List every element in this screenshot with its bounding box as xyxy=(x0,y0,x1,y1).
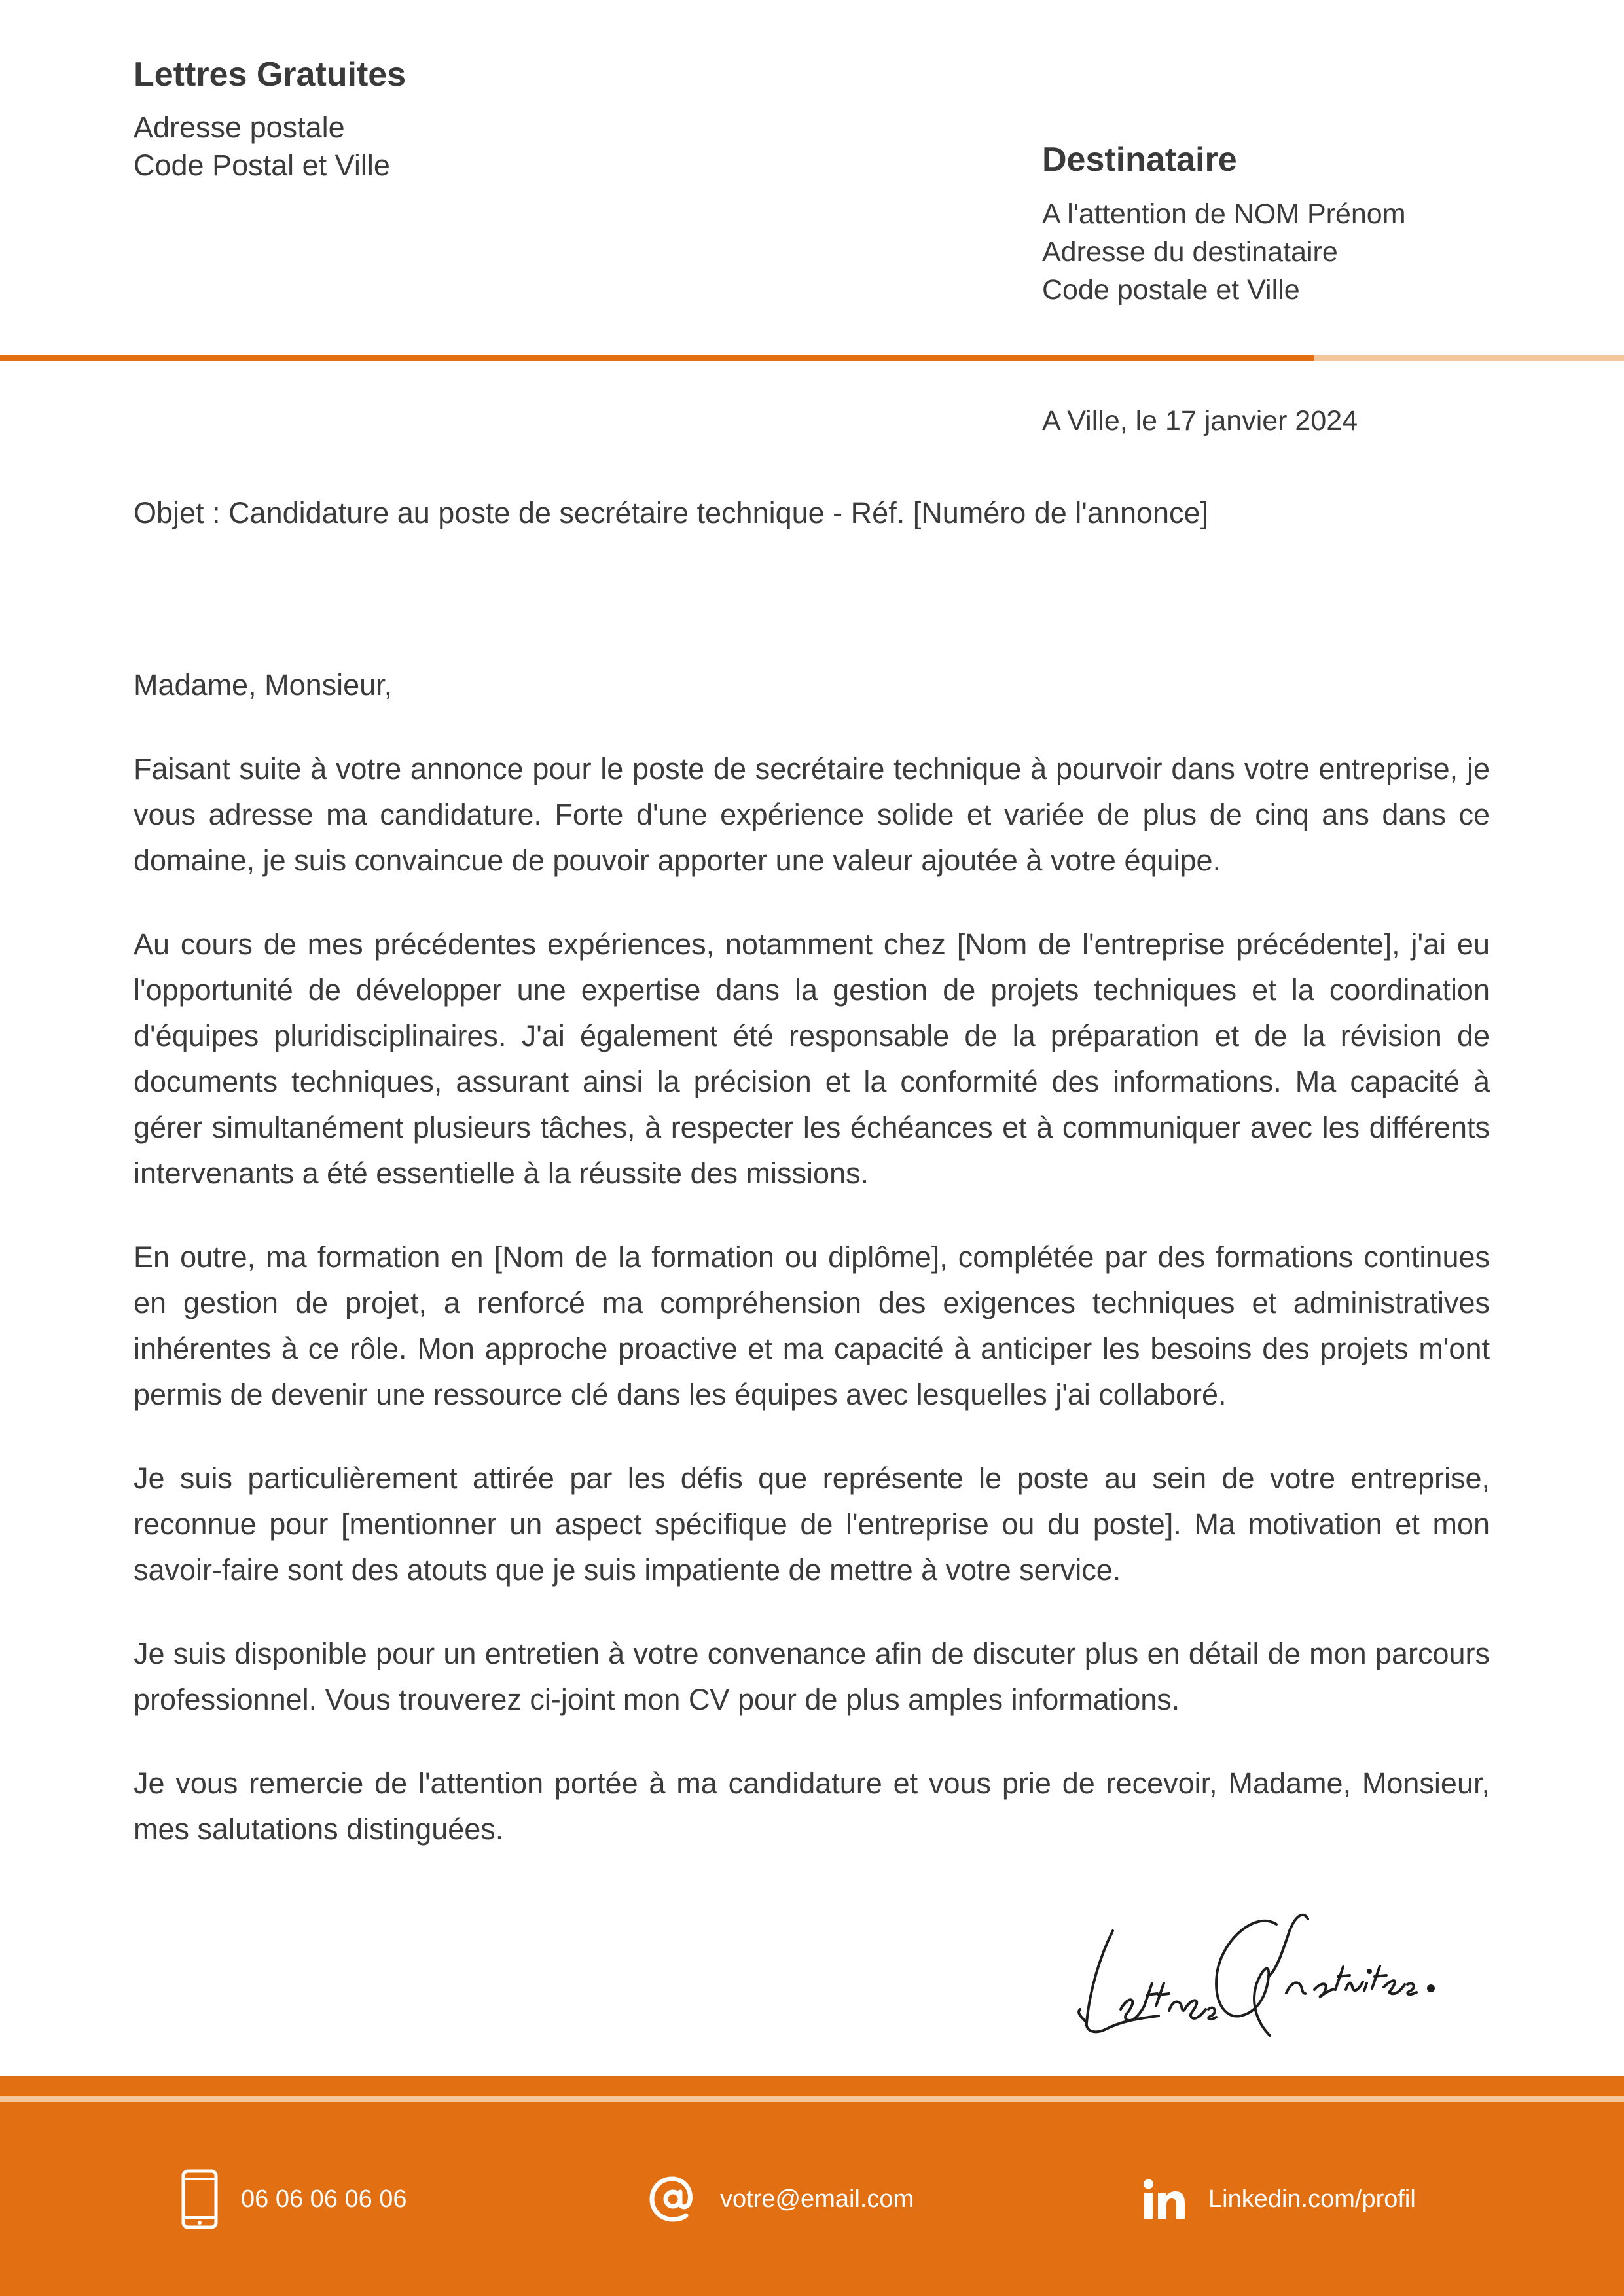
footer-stripe xyxy=(0,2096,1624,2102)
header-divider-accent xyxy=(1314,355,1624,361)
sender-block xyxy=(134,54,723,185)
signature xyxy=(1060,1885,1453,2055)
paragraph-education: En outre, ma formation en [Nom de la formation ou diplôme], complétée par des formations continues en gestion de projet, a renforcé ma compréhension des exigences techniques et administratives inhérentes à ce rôle. Mon approche proactive et ma capacité à anticiper les besoins des projets m'ont permis de devenir une ressource clé dans les équipes avec lesquelles j'ai collaboré. xyxy=(134,1240,1490,1411)
recipient-heading: Destinataire xyxy=(1042,141,1237,179)
recipient-attention: A l'attention de NOM Prénom xyxy=(1042,198,1406,230)
linkedin-icon xyxy=(1143,2178,1186,2220)
linkedin-url: Linkedin.com/profil xyxy=(1208,2185,1416,2213)
contact-email xyxy=(648,2172,914,2227)
paragraph-experience: Au cours de mes précédentes expériences, notamment chez [Nom de l'entreprise précédente], j'ai eu l'opportunité de développer une expertise dans la gestion de projets techniques et la coordination d'équipes pluridisciplinaires. J'ai également été responsable de la préparation et de la révision de documents techniques, assurant ainsi la précision et la conformité des informations. Ma capacité à gérer simultanément plusieurs tâches, à respecter les échéances et à communiquer avec les différents intervenants a été essentielle à la réussite des missions. xyxy=(134,927,1490,1190)
sender-name: Lettres Gratuites xyxy=(134,56,406,94)
paragraph-closing: Je vous remercie de l'attention portée à ma candidature et vous prie de recevoir, Madame, Monsieur, mes salutations distinguées. xyxy=(134,1767,1490,1846)
phone-number: 06 06 06 06 06 xyxy=(241,2185,407,2213)
contact-phone xyxy=(181,2172,407,2227)
email-address: votre@email.com xyxy=(720,2185,914,2213)
letter-subject: Objet : Candidature au poste de secrétaire technique - Réf. [Numéro de l'annonce] xyxy=(134,496,1209,529)
header-divider xyxy=(0,355,1314,361)
salutation: Madame, Monsieur, xyxy=(134,668,393,702)
recipient-block xyxy=(1042,139,1605,309)
phone-icon xyxy=(181,2169,219,2229)
contact-linkedin xyxy=(1143,2172,1416,2227)
paragraph-intro: Faisant suite à votre annonce pour le poste de secrétaire technique à pourvoir dans votre entreprise, je vous adresse ma candidature. Forte d'une expérience solide et variée de plus de cinq ans dans ce domaine, je suis convaincue de pouvoir apporter une valeur ajoutée à votre équipe. xyxy=(134,752,1490,877)
sender-city: Code Postal et Ville xyxy=(134,149,390,182)
at-sign-icon xyxy=(648,2174,698,2224)
letter-date: A Ville, le 17 janvier 2024 xyxy=(1042,405,1358,437)
paragraph-availability: Je suis disponible pour un entretien à votre convenance afin de discuter plus en détail de mon parcours professionnel. Vous trouverez ci-joint mon CV pour de plus amples informations. xyxy=(134,1637,1490,1716)
recipient-city: Code postale et Ville xyxy=(1042,274,1300,306)
letter-body xyxy=(134,662,1490,1890)
sender-address: Adresse postale xyxy=(134,111,345,144)
paragraph-motivation: Je suis particulièrement attirée par les défis que représente le poste au sein de votre entreprise, reconnue pour [mentionner un aspect spécifique de l'entreprise ou du poste]. Ma motivation et mon savoir-faire sont des atouts que je suis impatiente de mettre à votre service. xyxy=(134,1462,1490,1587)
recipient-address: Adresse du destinataire xyxy=(1042,236,1338,268)
